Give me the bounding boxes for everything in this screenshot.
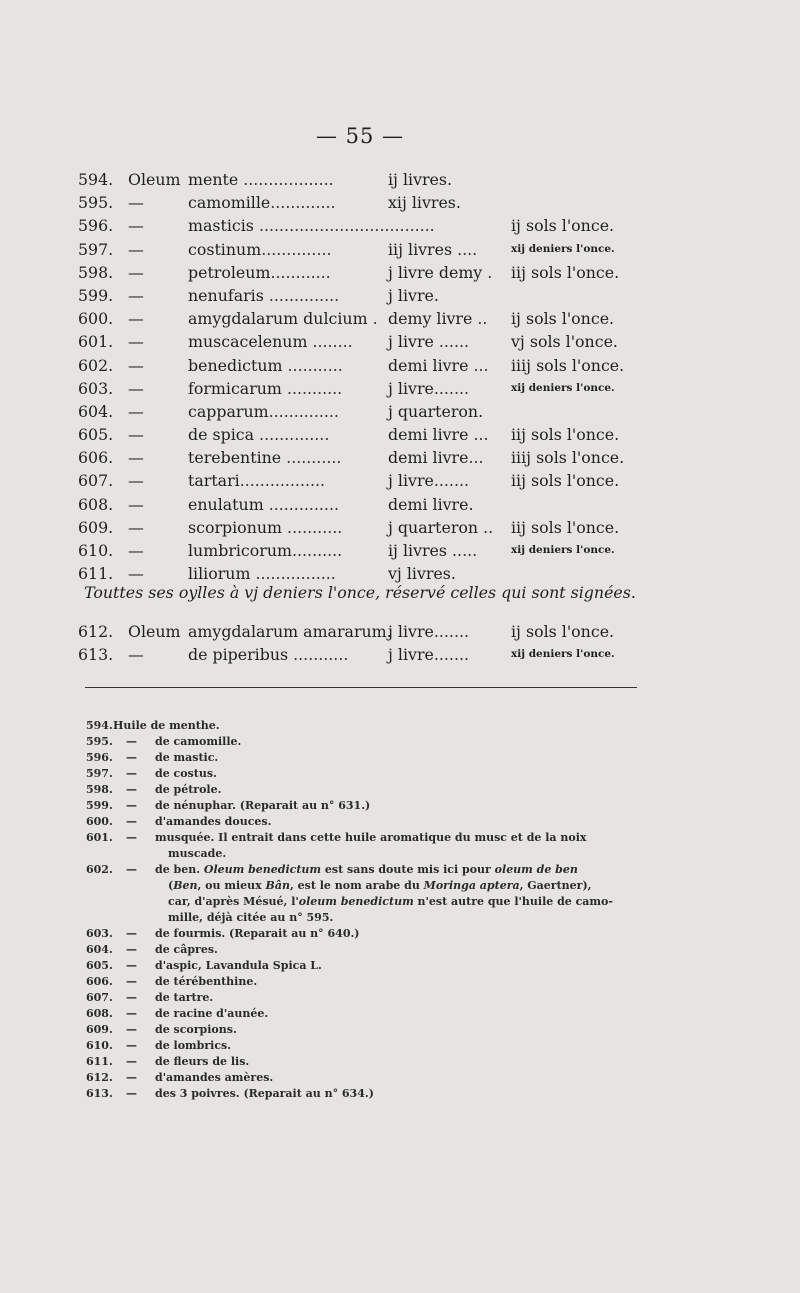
footnote-number: 607. [86, 991, 113, 1004]
footnote-dash: — [126, 767, 137, 780]
footnote-number: 602. [86, 863, 113, 876]
leader-dots: .................. [238, 170, 334, 189]
footnote-dash: — [126, 799, 137, 812]
footnote-number: 605. [86, 959, 113, 972]
entry-prefix: — [128, 378, 144, 398]
footnote-fragment: , ou mieux [197, 879, 266, 892]
entry-quantity-text: vj livres. [388, 564, 456, 584]
footnote-number: 608. [86, 1007, 113, 1020]
entry-price: xij deniers l'once. [511, 648, 615, 661]
footnote-italic: oleum benedictum [298, 895, 414, 908]
entry-prefix: — [128, 355, 144, 375]
footnote-number: 606. [86, 975, 113, 988]
leader-dots: ....... [433, 645, 470, 665]
entry-list [78, 168, 638, 585]
footnote-text [86, 862, 646, 878]
footnote-dash: — [126, 1055, 137, 1068]
entry-prefix: — [128, 471, 144, 491]
entry-name-text: formicarum [188, 378, 282, 398]
entry-name [188, 238, 332, 261]
footnote-item [86, 782, 646, 798]
entry-quantity-text: j livre [388, 622, 434, 641]
leader-dots: ................................... [253, 216, 435, 236]
footnote-fragment: , est le nom arabe du [289, 879, 424, 892]
entry-row [78, 307, 638, 330]
footnote-number: 598. [86, 783, 113, 796]
entry-name [188, 516, 342, 539]
footnote-dash: — [126, 863, 137, 876]
entry-prefix: — [128, 216, 144, 236]
footnote-dash: — [126, 1087, 137, 1100]
leader-dots: .......... [291, 541, 343, 560]
entry-number: 597. [78, 239, 114, 259]
footnote-item [86, 1006, 646, 1022]
entry-number: 613. [78, 645, 114, 665]
entry-name [188, 493, 339, 516]
footnote-number: 601. [86, 831, 113, 844]
footnote-text: mille, déjà citée au n° 595. [168, 911, 334, 924]
footnote-item [86, 814, 646, 830]
entry-row [78, 191, 638, 214]
entry-row [78, 238, 638, 261]
entry-name [188, 284, 339, 307]
footnote-text: des 3 poivres. (Reparait au n° 634.) [155, 1087, 374, 1100]
entry-quantity [388, 238, 477, 261]
entry-price: iij sols l'once. [511, 425, 620, 445]
footnote-dash: — [126, 751, 137, 764]
footnote-number: 596. [86, 751, 113, 764]
footnote-text: Huile de menthe. [113, 719, 220, 732]
entry-row [78, 330, 638, 353]
entry-quantity-text: xij livres. [388, 193, 461, 213]
entry-price: iij sols l'once. [511, 262, 620, 282]
leader-dots: ....... [433, 378, 470, 398]
leader-dots: .............. [263, 494, 339, 514]
footnote-item [86, 718, 646, 734]
footnote-text: de câpres. [155, 943, 218, 956]
footnote-dash: — [126, 1007, 137, 1020]
footnote-text: musquée. Il entrait dans cette huile aromatique du musc et de la noix [155, 831, 587, 844]
entry-name [188, 469, 325, 492]
entry-prefix: — [128, 425, 144, 445]
entry-row [78, 493, 638, 516]
entry-row [78, 446, 638, 469]
footnote-text: de scorpions. [155, 1023, 237, 1036]
footnote-item [86, 1070, 646, 1086]
footnote-text: de térébenthine. [155, 975, 258, 988]
entry-quantity [388, 377, 469, 400]
leader-dots: ............ [270, 262, 331, 282]
entry-name-text: camomille [188, 193, 271, 213]
entry-name-text: mente [188, 170, 239, 189]
entry-name-text: terebentine [188, 448, 282, 468]
leader-dots: .............. [268, 401, 339, 421]
entry-name-text: masticis [188, 216, 254, 236]
entry-prefix: — [128, 645, 144, 665]
footnote-number: 594. [86, 719, 113, 732]
entry-quantity-text: demi livre [388, 448, 469, 468]
footnote-dash: — [126, 991, 137, 1004]
entry-quantity [388, 562, 456, 585]
entry-quantity-text: j livre [388, 378, 434, 398]
entry-name-text: muscacelenum [188, 332, 308, 352]
entry-row [78, 284, 638, 307]
entry-quantity [388, 307, 487, 330]
entry-quantity [388, 539, 477, 562]
entry-price: xij deniers l'once. [511, 381, 615, 394]
footnote-dash: — [126, 927, 137, 940]
entry-row [78, 643, 638, 666]
entry-name [188, 562, 336, 585]
footnote-text [86, 894, 646, 910]
footnote-dash: — [126, 959, 137, 972]
footnotes [86, 718, 646, 1102]
footnote-dash: — [126, 1023, 137, 1036]
footnote-item [86, 958, 646, 974]
entry-number: 606. [78, 448, 114, 468]
footnote-number: 609. [86, 1023, 113, 1036]
entry-quantity-text: j livre [388, 332, 434, 352]
entry-quantity [388, 284, 439, 307]
footnote-italic: Moringa aptera [423, 879, 520, 892]
entry-prefix: — [128, 401, 144, 421]
leader-dots: ................. [239, 471, 326, 491]
entry-number: 612. [78, 622, 114, 641]
footnote-dash: — [126, 735, 137, 748]
entry-quantity [388, 643, 469, 666]
footnote-text: de nénuphar. (Reparait au n° 631.) [155, 799, 371, 812]
leader-dots: ........... [282, 355, 343, 375]
footnote-text: de lombrics. [155, 1039, 232, 1052]
entry-quantity [388, 446, 484, 469]
entry-quantity [388, 261, 492, 284]
entry-prefix: — [128, 285, 144, 305]
entry-number: 603. [78, 378, 114, 398]
entry-quantity-text: j livre [388, 471, 434, 491]
entry-name-text: costinum [188, 239, 262, 259]
entry-quantity-text: iij livres [388, 239, 453, 259]
entry-prefix: Oleum [128, 170, 181, 189]
entry-number: 598. [78, 262, 114, 282]
entry-row [78, 539, 638, 562]
leader-dots: ... [468, 425, 489, 445]
footnote-text: de camomille. [155, 735, 242, 748]
entry-quantity [388, 493, 473, 516]
footnote-number: 597. [86, 767, 113, 780]
leader-dots: ... [468, 355, 489, 375]
leader-dots: .. [472, 309, 488, 329]
footnote-dash: — [126, 831, 137, 844]
entry-name [188, 620, 392, 643]
entry-quantity [388, 400, 483, 423]
footnote-number: 612. [86, 1071, 113, 1084]
entry-number: 604. [78, 401, 114, 421]
entry-quantity-text: demi livre [388, 425, 469, 445]
footnote-fragment: n'est autre que l'huile de camo- [413, 895, 613, 908]
entry-name [188, 643, 348, 666]
footnote-text: de tartre. [155, 991, 214, 1004]
leader-dots: . [367, 309, 378, 329]
leader-dots: .............. [263, 285, 340, 305]
entry-prefix: — [128, 448, 144, 468]
entry-quantity-text: demi livre [388, 355, 469, 375]
footnote-item [86, 798, 646, 814]
entry-name-text: capparum [188, 401, 269, 421]
entry-quantity [388, 191, 461, 214]
footnote-text [86, 878, 646, 894]
entry-name [188, 539, 342, 562]
entry-name [188, 261, 331, 284]
entry-name [188, 377, 342, 400]
entry-number: 595. [78, 193, 114, 213]
entry-quantity-text: j livre demy [388, 262, 483, 282]
entry-row [78, 354, 638, 377]
entry-name-text: scorpionum [188, 517, 283, 537]
leader-dots: ........... [281, 378, 343, 398]
entry-quantity [388, 423, 489, 446]
entry-number: 611. [78, 564, 114, 584]
entry-prefix: — [128, 262, 144, 282]
entry-name [188, 214, 435, 237]
entry-row [78, 400, 638, 423]
footnote-italic: oleum de ben [494, 863, 578, 876]
footnote-fragment: car, d'après Mésué, l' [168, 895, 299, 908]
entry-number: 609. [78, 517, 114, 537]
note-line: Touttes ses oylles à vj deniers l'once, réservé celles qui sont signées. [84, 583, 636, 602]
footnote-item [86, 942, 646, 958]
entry-quantity [388, 516, 493, 539]
footnote-item [86, 766, 646, 782]
leader-dots: ...... [433, 332, 470, 352]
footnote-text: d'amandes amères. [155, 1071, 274, 1084]
entry-quantity-text: j livre. [388, 285, 439, 305]
entry-row [78, 562, 638, 585]
entry-quantity [388, 168, 452, 191]
footnote-text: de fourmis. (Reparait au n° 640.) [155, 927, 360, 940]
entry-row [78, 620, 638, 643]
entry-name [188, 191, 336, 214]
entry-name-text: nenufaris [188, 285, 264, 305]
footnote-item [86, 974, 646, 990]
entry-name-text: tartari [188, 471, 240, 491]
footnote-text: muscade. [168, 847, 227, 860]
entry-quantity-text: j livre [388, 645, 434, 665]
footnote-text: de racine d'aunée. [155, 1007, 269, 1020]
entry-name-text: liliorum [188, 564, 251, 584]
entry-quantity-text: j quarteron. [388, 401, 484, 421]
entry-price: iiij sols l'once. [511, 355, 625, 375]
footnote-number: 595. [86, 735, 113, 748]
leader-dots: ................ [250, 564, 336, 584]
entry-row [78, 423, 638, 446]
entry-row [78, 516, 638, 539]
entry-quantity [388, 354, 489, 377]
footnote-number: 604. [86, 943, 113, 956]
entry-name-text: lumbricorum [188, 541, 292, 560]
entry-price: ij sols l'once. [511, 216, 615, 236]
entry-price: xij deniers l'once. [511, 242, 615, 255]
entry-name [188, 446, 341, 469]
entry-name-text: amygdalarum amararum. [188, 622, 392, 641]
entry-prefix: — [128, 239, 144, 259]
entry-list-secondary [78, 620, 638, 666]
footnote-dash: — [126, 943, 137, 956]
footnote-text: de pétrole. [155, 783, 222, 796]
footnote-number: 599. [86, 799, 113, 812]
entry-prefix: — [128, 309, 144, 329]
entry-quantity-text: demy livre [388, 309, 473, 329]
entry-name [188, 400, 339, 423]
entry-row [78, 168, 638, 191]
footnote-item [86, 734, 646, 750]
footnote-dash: — [126, 1071, 137, 1084]
entry-quantity-text: ij livres [388, 541, 448, 560]
footnote-number: 600. [86, 815, 113, 828]
entry-name-text: petroleum [188, 262, 271, 282]
entry-price: xij deniers l'once. [511, 544, 615, 556]
entry-name-text: enulatum [188, 494, 264, 514]
entry-number: 599. [78, 285, 114, 305]
leader-dots: ........... [281, 448, 342, 468]
footnote-fragment: de ben. [155, 863, 204, 876]
entry-quantity [388, 620, 469, 643]
entry-row [78, 214, 638, 237]
entry-prefix: — [128, 541, 144, 560]
footnote-number: 603. [86, 927, 113, 940]
entry-name-text: de piperibus [188, 645, 289, 665]
leader-dots: ....... [433, 622, 470, 641]
leader-dots: ........... [288, 645, 349, 665]
entry-quantity [388, 469, 469, 492]
footnote-text: de costus. [155, 767, 217, 780]
page-number: — 55 — [315, 124, 405, 148]
separator-rule [85, 687, 637, 688]
entry-prefix: — [128, 564, 144, 584]
entry-name [188, 168, 334, 191]
entry-price: ij sols l'once. [511, 622, 615, 641]
entry-quantity [388, 330, 469, 353]
leader-dots: .............. [254, 425, 330, 445]
entry-prefix: Oleum [128, 622, 181, 641]
leader-dots: ....... [433, 471, 470, 491]
entry-name-text: amygdalarum dulcium [188, 309, 368, 329]
entry-row [78, 469, 638, 492]
footnote-text: de mastic. [155, 751, 219, 764]
entry-price: ij sols l'once. [511, 309, 615, 329]
entry-number: 602. [78, 355, 114, 375]
footnote-text: d'amandes douces. [155, 815, 272, 828]
entry-name-text: benedictum [188, 355, 283, 375]
footnote-italic: Bân [265, 879, 290, 892]
footnote-dash: — [126, 1039, 137, 1052]
entry-number: 601. [78, 332, 114, 352]
footnote-number: 611. [86, 1055, 113, 1068]
leader-dots: ........... [282, 517, 343, 537]
entry-price: vj sols l'once. [511, 332, 618, 352]
entry-number: 608. [78, 494, 114, 514]
entry-number: 610. [78, 541, 114, 560]
entry-name [188, 330, 353, 353]
footnote-text: de fleurs de lis. [155, 1055, 250, 1068]
footnote-item [86, 1022, 646, 1038]
entry-price: iij sols l'once. [511, 471, 620, 491]
footnote-italic: Ben [173, 879, 198, 892]
footnote-number: 610. [86, 1039, 113, 1052]
entry-row [78, 261, 638, 284]
entry-quantity-text: j quarteron [388, 517, 479, 537]
footnote-fragment: , Gaertner), [519, 879, 592, 892]
entry-name [188, 307, 378, 330]
entry-number: 605. [78, 425, 114, 445]
entry-prefix: — [128, 494, 144, 514]
footnote-item [86, 1054, 646, 1070]
footnote-item [86, 1038, 646, 1054]
footnote-item [86, 830, 646, 862]
entry-name [188, 354, 343, 377]
entry-number: 594. [78, 170, 114, 189]
entry-prefix: — [128, 193, 144, 213]
leader-dots: .............. [261, 239, 332, 259]
footnote-dash: — [126, 783, 137, 796]
footnote-dash: — [126, 975, 137, 988]
leader-dots: ..... [447, 541, 478, 560]
footnote-item [86, 862, 646, 926]
leader-dots: .. [478, 517, 494, 537]
leader-dots: ... [468, 448, 484, 468]
entry-number: 596. [78, 216, 114, 236]
entry-price: iij sols l'once. [511, 517, 620, 537]
leader-dots: ............. [270, 193, 336, 213]
entry-quantity-text: demi livre. [388, 494, 474, 514]
footnote-italic: Oleum benedictum [203, 863, 322, 876]
footnote-fragment: est sans doute mis ici pour [321, 863, 495, 876]
entry-number: 600. [78, 309, 114, 329]
leader-dots: . [482, 262, 493, 282]
entry-row [78, 377, 638, 400]
entry-quantity-text: ij livres. [388, 170, 453, 189]
entry-name-text: de spica [188, 425, 255, 445]
leader-dots: ........ [307, 332, 353, 352]
leader-dots: .... [452, 239, 478, 259]
entry-prefix: — [128, 517, 144, 537]
footnote-text: d'aspic, Lavandula Spica L. [155, 959, 322, 972]
entry-number: 607. [78, 471, 114, 491]
footnote-number: 613. [86, 1087, 113, 1100]
entry-name [188, 423, 329, 446]
footnote-item [86, 990, 646, 1006]
footnote-item [86, 926, 646, 942]
footnote-fragment: ( [168, 879, 174, 892]
entry-price: iiij sols l'once. [511, 448, 625, 468]
footnote-item [86, 750, 646, 766]
footnote-dash: — [126, 815, 137, 828]
entry-prefix: — [128, 332, 144, 352]
footnote-item [86, 1086, 646, 1102]
